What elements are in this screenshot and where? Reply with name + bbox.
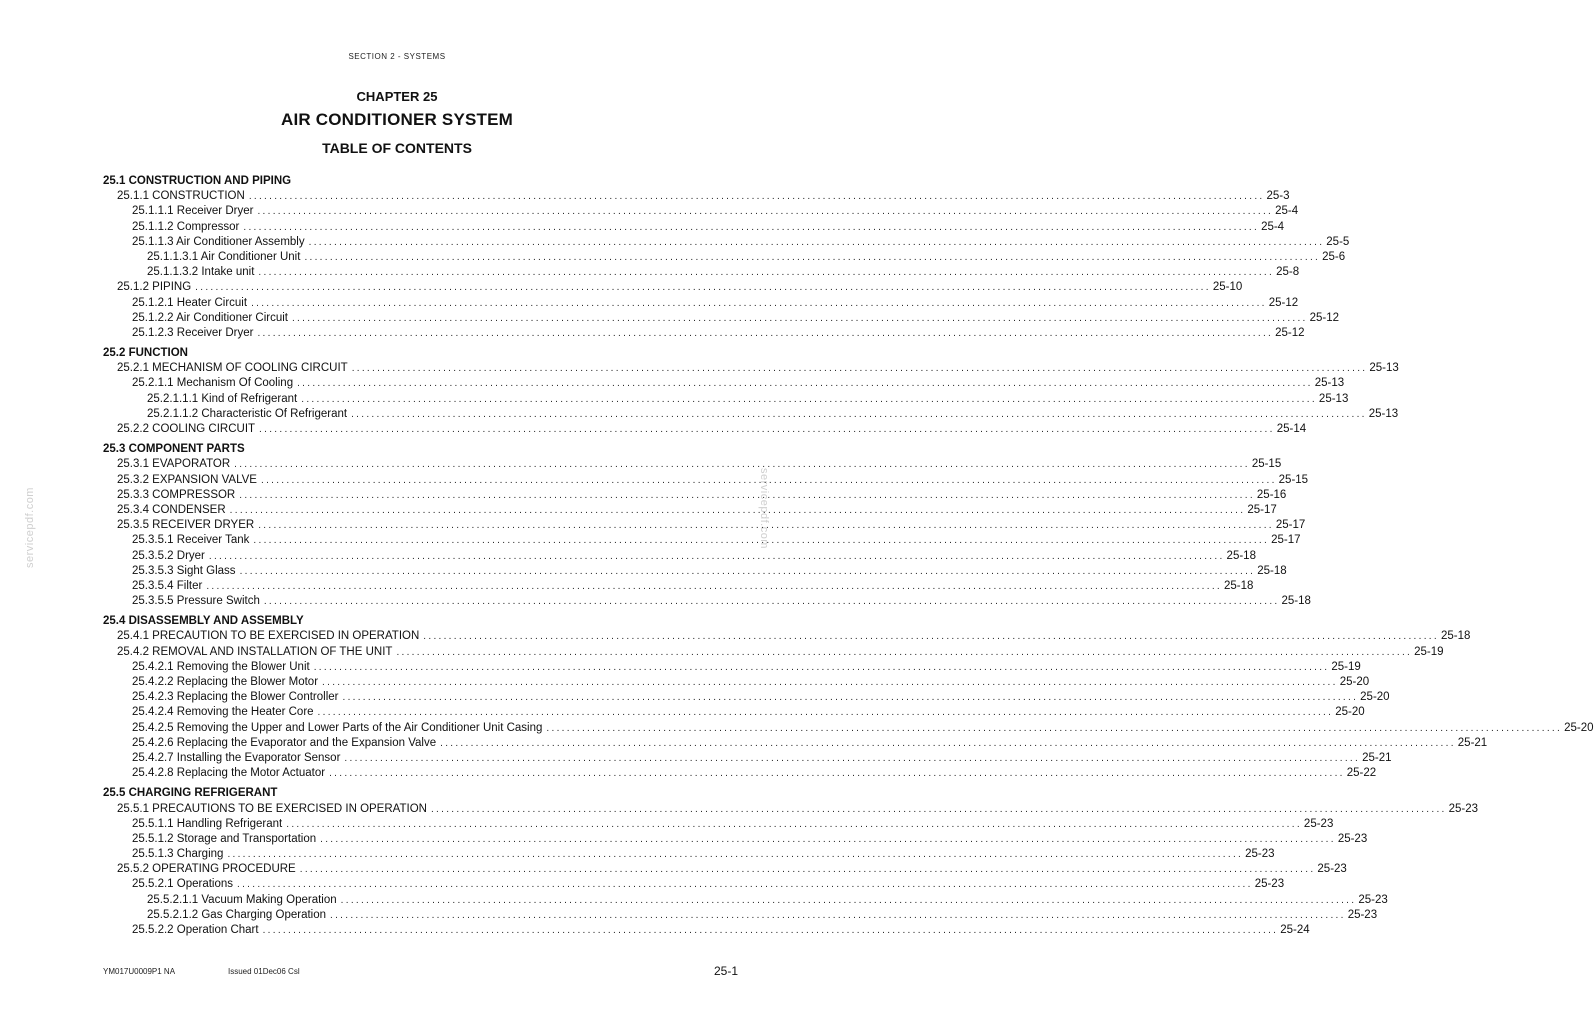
toc-entry-page: 25-17 bbox=[1275, 519, 1306, 532]
dot-leader: ........................................................................................................................................................................................................ bbox=[330, 909, 1346, 921]
toc-entry-page: 25-13 bbox=[1368, 407, 1399, 420]
running-head: SECTION 2 - SYSTEMS bbox=[348, 52, 446, 61]
toc-entry[interactable] bbox=[103, 675, 1370, 690]
dot-leader: ........................................................................................................................................................................................................ bbox=[308, 236, 1325, 248]
toc-entry[interactable] bbox=[103, 189, 1290, 204]
toc-entry[interactable] bbox=[103, 564, 1287, 579]
toc-entry[interactable] bbox=[103, 751, 1392, 766]
dot-leader: ........................................................................................................................................................................................................ bbox=[234, 459, 1250, 471]
toc-entry-page: 25-16 bbox=[1256, 488, 1287, 501]
dot-leader: ........................................................................................................................................................................................................ bbox=[243, 221, 1260, 233]
toc-entry[interactable] bbox=[103, 392, 1349, 407]
toc-entry-title: 25.5.2 OPERATING PROCEDURE bbox=[117, 863, 296, 876]
toc-entry-title: 25.4.2 REMOVAL AND INSTALLATION OF THE UNIT bbox=[117, 645, 393, 658]
dot-leader: ........................................................................................................................................................................................................ bbox=[342, 692, 1359, 704]
toc-entry[interactable] bbox=[103, 204, 1299, 219]
dot-leader: ........................................................................................................................................................................................................ bbox=[257, 206, 1274, 218]
dot-leader: ........................................................................................................................................................................................................ bbox=[340, 894, 1357, 906]
toc-entry-title: 25.3.4 CONDENSER bbox=[117, 503, 226, 516]
toc-section-heading: 25.4 DISASSEMBLY AND ASSEMBLY bbox=[103, 615, 304, 628]
dot-leader: ........................................................................................................................................................................................................ bbox=[291, 312, 1308, 324]
dot-leader: ........................................................................................................................................................................................................ bbox=[248, 191, 1265, 203]
toc-entry[interactable] bbox=[103, 893, 1388, 908]
toc-entry[interactable] bbox=[103, 736, 1488, 751]
toc-entry-title: 25.4.2.1 Removing the Blower Unit bbox=[132, 660, 310, 673]
watermark-left: servicepdf.com bbox=[24, 487, 36, 568]
toc-entry-title: 25.2.1.1.1 Kind of Refrigerant bbox=[147, 392, 298, 405]
toc-entry-page: 25-4 bbox=[1275, 205, 1299, 218]
toc-entry-page: 25-18 bbox=[1224, 579, 1254, 592]
dot-leader: ........................................................................................................................................................................................................ bbox=[317, 707, 1334, 719]
dot-leader: ........................................................................................................................................................................................................ bbox=[251, 297, 1267, 309]
toc-entry-page: 25-18 bbox=[1257, 564, 1287, 577]
toc-entry-title: 25.1.1.3 Air Conditioner Assembly bbox=[132, 235, 305, 248]
toc-entry-title: 25.3.5.2 Dryer bbox=[132, 549, 205, 562]
toc-entry[interactable] bbox=[103, 579, 1254, 594]
toc-entry[interactable] bbox=[103, 766, 1377, 781]
toc-entry-page: 25-15 bbox=[1251, 458, 1282, 471]
toc-entry-title: 25.3.5.1 Receiver Tank bbox=[132, 534, 250, 547]
toc-entry-title: 25.5.2.2 Operation Chart bbox=[132, 924, 259, 936]
toc-section bbox=[103, 614, 1594, 781]
dot-leader: ........................................................................................................................................................................................................ bbox=[253, 535, 1270, 547]
watermark-right: servicepdf.com bbox=[758, 468, 770, 549]
toc-entry-title: 25.4.2.8 Replacing the Motor Actuator bbox=[132, 767, 326, 780]
toc-entry-page: 25-12 bbox=[1275, 326, 1305, 339]
toc-entry-page: 25-23 bbox=[1337, 832, 1368, 845]
toc-entry-page: 25-23 bbox=[1245, 848, 1275, 861]
toc-entry[interactable] bbox=[103, 280, 1243, 295]
toc-entry-page: 25-18 bbox=[1226, 549, 1256, 562]
toc-entry-page: 25-19 bbox=[1414, 645, 1444, 658]
toc-entry[interactable] bbox=[103, 690, 1390, 705]
chapter-number: CHAPTER 25 bbox=[356, 89, 438, 104]
dot-leader: ........................................................................................................................................................................................................ bbox=[351, 363, 1368, 375]
toc-entry-title: 25.5.2.1.1 Vacuum Making Operation bbox=[147, 893, 337, 906]
page-number: 25-1 bbox=[713, 964, 738, 978]
dot-leader: ........................................................................................................................................................................................................ bbox=[299, 864, 1316, 876]
toc-entry-page: 25-20 bbox=[1360, 691, 1390, 704]
dot-leader: ........................................................................................................................................................................................................ bbox=[322, 677, 1338, 688]
toc-entry-title: 25.5.2.1.2 Gas Charging Operation bbox=[147, 908, 327, 921]
toc-entry-page: 25-13 bbox=[1369, 362, 1399, 375]
toc-entry[interactable] bbox=[103, 802, 1479, 817]
toc-entry-page: 25-6 bbox=[1322, 250, 1346, 263]
toc-section bbox=[103, 174, 1350, 341]
toc-entry[interactable] bbox=[103, 817, 1334, 832]
toc-entry[interactable] bbox=[103, 457, 1282, 472]
dot-leader: ........................................................................................................................................................................................................ bbox=[297, 378, 1313, 390]
toc-entry-title: 25.3.5.3 Sight Glass bbox=[132, 564, 236, 577]
toc-section-heading: 25.3 COMPONENT PARTS bbox=[103, 443, 245, 456]
dot-leader: ........................................................................................................................................................................................................ bbox=[396, 646, 1413, 658]
dot-leader: ........................................................................................................................................................................................................ bbox=[430, 803, 1447, 815]
toc-entry-title: 25.5.2.1 Operations bbox=[132, 878, 234, 891]
toc-entry-title: 25.4.1 PRECAUTION TO BE EXERCISED IN OPERATION bbox=[117, 630, 420, 643]
toc-entry-title: 25.3.3 COMPRESSOR bbox=[117, 488, 236, 501]
toc-entry[interactable] bbox=[103, 407, 1399, 422]
toc-entry[interactable] bbox=[103, 518, 1306, 533]
toc-entry-title: 25.1.1.1 Receiver Dryer bbox=[132, 205, 254, 218]
toc-entry-title: 25.3.5.4 Filter bbox=[132, 579, 203, 592]
toc-section bbox=[103, 346, 1399, 437]
toc-entry-page: 25-10 bbox=[1212, 281, 1243, 294]
toc-entry-title: 25.4.2.4 Removing the Heater Core bbox=[132, 706, 314, 719]
toc-entry-page: 25-12 bbox=[1268, 296, 1299, 309]
toc-section bbox=[103, 786, 1479, 938]
toc-entry-title: 25.5.1.3 Charging bbox=[132, 848, 224, 861]
toc-entry-title: 25.1.1.2 Compressor bbox=[132, 220, 240, 233]
dot-leader: ........................................................................................................................................................................................................ bbox=[313, 661, 1330, 673]
toc-entry-page: 25-24 bbox=[1280, 924, 1310, 936]
toc-entry-title: 25.1.2.3 Receiver Dryer bbox=[132, 326, 254, 339]
toc-entry-title: 25.2.1 MECHANISM OF COOLING CIRCUIT bbox=[117, 362, 348, 375]
toc-entry[interactable] bbox=[103, 235, 1350, 250]
toc-entry-page: 25-23 bbox=[1448, 802, 1479, 815]
toc-entry-title: 25.3.5 RECEIVER DRYER bbox=[117, 519, 255, 532]
dot-leader: ........................................................................................................................................................................................................ bbox=[286, 818, 1302, 830]
toc-entry[interactable] bbox=[103, 326, 1305, 341]
toc-entry-page: 25-23 bbox=[1347, 908, 1378, 921]
toc-entry-title: 25.4.2.5 Removing the Upper and Lower Parts of the Air Conditioner Unit Casing bbox=[132, 721, 543, 734]
toc-entry-title: 25.2.2 COOLING CIRCUIT bbox=[117, 423, 256, 435]
toc-entry-title: 25.4.2.6 Replacing the Evaporator and the Expansion Valve bbox=[132, 736, 437, 749]
toc-entry[interactable] bbox=[103, 629, 1471, 644]
toc-entry[interactable] bbox=[103, 265, 1300, 280]
dot-leader: ........................................................................................................................................................................................................ bbox=[329, 768, 1345, 780]
toc-entry-title: 25.1.2.1 Heater Circuit bbox=[132, 296, 248, 309]
dot-leader: ........................................................................................................................................................................................................ bbox=[206, 580, 1222, 592]
toc-entry-page: 25-23 bbox=[1317, 863, 1347, 876]
toc-entry-page: 25-18 bbox=[1440, 630, 1471, 643]
toc-entry-title: 25.5.1.1 Handling Refrigerant bbox=[132, 817, 283, 830]
issue-date: Issued 01Dec06 Csl bbox=[228, 967, 300, 976]
toc-entry[interactable] bbox=[103, 862, 1347, 877]
toc-entry-title: 25.4.2.7 Installing the Evaporator Sensor bbox=[132, 751, 341, 764]
toc-entry[interactable] bbox=[103, 250, 1346, 265]
toc-entry-page: 25-20 bbox=[1339, 676, 1370, 688]
toc-entry[interactable] bbox=[103, 660, 1361, 675]
toc-entry-page: 25-23 bbox=[1254, 878, 1285, 891]
toc-entry-page: 25-14 bbox=[1276, 423, 1307, 435]
dot-leader: ........................................................................................................................................................................................................ bbox=[320, 833, 1336, 845]
toc-entry[interactable] bbox=[103, 296, 1299, 311]
toc-entry-title: 25.1.2 PIPING bbox=[117, 281, 192, 294]
toc-entry-page: 25-22 bbox=[1346, 767, 1377, 780]
document-code: YM017U0009P1 NA bbox=[103, 967, 176, 976]
toc-section-heading: 25.1 CONSTRUCTION AND PIPING bbox=[103, 175, 292, 187]
toc-entry-page: 25-3 bbox=[1266, 190, 1290, 203]
toc-entry[interactable] bbox=[103, 488, 1287, 503]
toc-entry-page: 25-18 bbox=[1281, 595, 1311, 608]
toc-entry[interactable] bbox=[103, 549, 1256, 564]
toc-entry-page: 25-4 bbox=[1261, 220, 1285, 233]
toc-entry-page: 25-20 bbox=[1564, 721, 1594, 734]
toc-entry[interactable] bbox=[103, 832, 1368, 847]
toc-entry-title: 25.1.1.3.2 Intake unit bbox=[147, 266, 255, 279]
toc-entry-page: 25-17 bbox=[1247, 503, 1277, 516]
toc-entry-page: 25-23 bbox=[1358, 893, 1388, 906]
toc-entry[interactable] bbox=[103, 503, 1277, 518]
dot-leader: ........................................................................................................................................................................................................ bbox=[546, 722, 1563, 734]
dot-leader: ........................................................................................................................................................................................................ bbox=[237, 879, 1253, 891]
dot-leader: ........................................................................................................................................................................................................ bbox=[423, 631, 1439, 643]
toc-entry[interactable] bbox=[103, 594, 1311, 609]
toc-entry-page: 25-15 bbox=[1278, 473, 1309, 486]
toc-heading: TABLE OF CONTENTS bbox=[322, 140, 472, 156]
dot-leader: ........................................................................................................................................................................................................ bbox=[351, 408, 1367, 420]
toc-section-heading: 25.5 CHARGING REFRIGERANT bbox=[103, 787, 278, 800]
toc-entry[interactable] bbox=[103, 311, 1340, 326]
toc-entry[interactable] bbox=[103, 908, 1378, 923]
toc-entry-title: 25.5.1 PRECAUTIONS TO BE EXERCISED IN OPERATION bbox=[117, 802, 427, 815]
toc-entry[interactable] bbox=[103, 473, 1309, 488]
toc-entry-title: 25.3.1 EVAPORATOR bbox=[117, 458, 231, 471]
dot-leader: ........................................................................................................................................................................................................ bbox=[258, 267, 1275, 279]
toc-entry-page: 25-21 bbox=[1362, 751, 1392, 764]
toc-entry-title: 25.1.2.2 Air Conditioner Circuit bbox=[132, 311, 288, 324]
dot-leader: ........................................................................................................................................................................................................ bbox=[258, 520, 1274, 532]
dot-leader: ........................................................................................................................................................................................................ bbox=[263, 596, 1280, 608]
dot-leader: ........................................................................................................................................................................................................ bbox=[440, 737, 1456, 749]
toc-entry-page: 25-21 bbox=[1457, 736, 1488, 749]
dot-leader: ........................................................................................................................................................................................................ bbox=[259, 424, 1275, 435]
toc-entry[interactable] bbox=[103, 361, 1399, 376]
toc-entry-title: 25.3.2 EXPANSION VALVE bbox=[117, 473, 257, 486]
toc-entry[interactable] bbox=[103, 923, 1310, 938]
toc-entry[interactable] bbox=[103, 645, 1444, 660]
dot-leader: ........................................................................................................................................................................................................ bbox=[301, 393, 1317, 405]
toc-entry-title: 25.4.2.2 Replacing the Blower Motor bbox=[132, 676, 319, 688]
toc-entry[interactable] bbox=[103, 877, 1285, 892]
toc-entry-title: 25.4.2.3 Replacing the Blower Controller bbox=[132, 691, 339, 704]
toc-section-heading: 25.2 FUNCTION bbox=[103, 347, 188, 360]
dot-leader: ........................................................................................................................................................................................................ bbox=[344, 752, 1361, 764]
toc-entry-title: 25.5.1.2 Storage and Transportation bbox=[132, 832, 317, 845]
toc-entry-title: 25.2.1.1 Mechanism Of Cooling bbox=[132, 377, 294, 390]
toc-entry-page: 25-12 bbox=[1309, 311, 1340, 324]
chapter-title: AIR CONDITIONER SYSTEM bbox=[280, 110, 514, 129]
toc-entry-page: 25-5 bbox=[1326, 235, 1350, 248]
toc-entry-page: 25-23 bbox=[1303, 817, 1334, 830]
dot-leader: ........................................................................................................................................................................................................ bbox=[239, 565, 1256, 577]
dot-leader: ........................................................................................................................................................................................................ bbox=[262, 925, 1279, 936]
toc-entry[interactable] bbox=[103, 721, 1594, 736]
toc-entry-title: 25.1.1 CONSTRUCTION bbox=[117, 190, 245, 203]
toc-entry-title: 25.3.5.5 Pressure Switch bbox=[132, 595, 260, 608]
toc-entry-page: 25-19 bbox=[1331, 660, 1361, 673]
toc-entry[interactable] bbox=[103, 220, 1285, 235]
toc-entry[interactable] bbox=[103, 422, 1307, 437]
dot-leader: ........................................................................................................................................................................................................ bbox=[229, 504, 1246, 516]
toc-entry-page: 25-13 bbox=[1318, 392, 1349, 405]
dot-leader: ........................................................................................................................................................................................................ bbox=[239, 489, 1255, 501]
dot-leader: ........................................................................................................................................................................................................ bbox=[227, 849, 1244, 861]
toc-entry[interactable] bbox=[103, 376, 1345, 391]
toc-entry-page: 25-17 bbox=[1271, 534, 1301, 547]
toc-entry[interactable] bbox=[103, 533, 1301, 548]
dot-leader: ........................................................................................................................................................................................................ bbox=[304, 251, 1321, 263]
toc-entry-page: 25-20 bbox=[1335, 706, 1365, 719]
toc-entry-page: 25-8 bbox=[1276, 266, 1300, 279]
toc-entry[interactable] bbox=[103, 705, 1365, 720]
dot-leader: ........................................................................................................................................................................................................ bbox=[260, 474, 1277, 486]
toc-entry-page: 25-13 bbox=[1314, 377, 1345, 390]
dot-leader: ........................................................................................................................................................................................................ bbox=[195, 282, 1211, 294]
dot-leader: ........................................................................................................................................................................................................ bbox=[257, 327, 1274, 339]
toc-entry-title: 25.2.1.1.2 Characteristic Of Refrigerant bbox=[147, 407, 348, 420]
toc-entry-title: 25.1.1.3.1 Air Conditioner Unit bbox=[147, 250, 301, 263]
dot-leader: ........................................................................................................................................................................................................ bbox=[208, 550, 1225, 562]
toc-entry[interactable] bbox=[103, 847, 1275, 862]
